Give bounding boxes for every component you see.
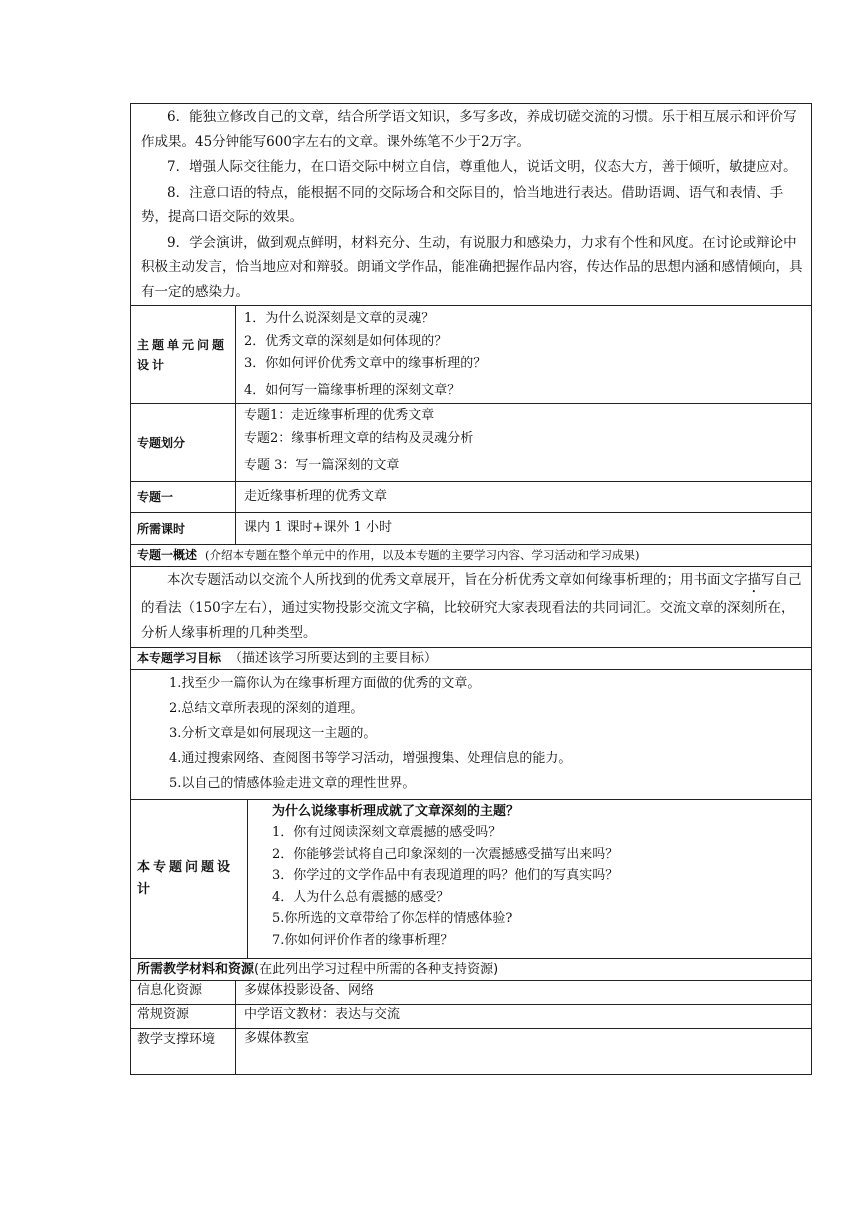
unit-question-3: 3．你如何评价优秀文章中的缘事析理的？ xyxy=(244,356,487,371)
topic-one-value: 走近缘事析理的优秀文章 xyxy=(236,482,812,513)
standard-9: 9．学会演讲，做到观点鲜明，材料充分、生动，有说服力和感染力，力求有个性和风度。在讨论或辩论中积极主动发言，恰当地应对和辩驳。朗诵文学作品，能准确把握作品内容，传达作品的思想内涵和感情倾向，具有一定的感染力。 xyxy=(141,234,803,300)
hours-row xyxy=(131,513,812,545)
topic-division-row xyxy=(131,404,812,482)
resource-info-value: 多媒体投影设备、网络 xyxy=(236,981,812,1005)
overview-header-row xyxy=(131,545,812,567)
topic-question-2: 2．你能够尝试将自己印象深刻的一次震撼感受描写出来吗？ xyxy=(272,846,619,862)
overview-note: (介绍本专题在整个单元中的作用，以及本专题的主要学习内容、学习活动和学习成果) xyxy=(205,548,640,562)
goals-label: 本专题学习目标 xyxy=(137,651,222,665)
topic-question-4: 4．人为什么总有震撼的感受？ xyxy=(272,889,450,905)
resources-label: 所需教学材料和资源 xyxy=(137,962,255,977)
overview-text-part-a: 本次专题活动以交流个人所找到的优秀文章展开，旨在分析优秀文章如何缘事析理的；用书面文字 xyxy=(167,572,748,588)
topic-question-7: 7.你如何评价作者的缘事析理？ xyxy=(272,932,454,948)
resource-regular-label: 常规资源 xyxy=(131,1005,236,1029)
overview-text-row xyxy=(131,567,812,648)
lesson-plan-table xyxy=(130,103,812,1075)
standard-8: 8．注意口语的特点，能根据不同的交际场合和交际目的，恰当地进行表达。借助语调、语气和表情、手势，提高口语交际的效果。 xyxy=(141,184,784,225)
topic-division-3: 专题 3：写一篇深刻的文章 xyxy=(244,458,400,473)
unit-question-2: 2．优秀文章的深刻是如何体现的？ xyxy=(244,333,448,349)
resource-row-info xyxy=(131,981,812,1005)
unit-question-4: 4．如何写一篇缘事析理的深刻文章？ xyxy=(244,382,461,398)
hours-label: 所需课时 xyxy=(131,513,236,545)
unit-question-1: 1．为什么说深刻是文章的灵魂？ xyxy=(244,311,435,326)
resources-note: (在此列出学习过程中所需的各种支持资源) xyxy=(254,962,499,977)
resource-info-label: 信息化资源 xyxy=(131,981,236,1005)
topic-division-2: 专题2：缘事析理文章的结构及灵魂分析 xyxy=(244,430,474,446)
goal-3: 3.分析文章是如何展现这一主题的。 xyxy=(169,726,377,741)
goal-2: 2.总结文章所表现的深刻的道理。 xyxy=(169,701,364,716)
topic-question-3: 3．你学过的文学作品中有表现道理的吗？他们的写真实吗？ xyxy=(272,868,619,883)
topic-one-label: 专题一 xyxy=(131,482,236,513)
topic-question-1: 1．你有过阅读深刻文章震撼的感受吗？ xyxy=(272,825,502,840)
standard-7: 7．增强人际交往能力，在口语交际中树立自信，尊重他人，说话文明，仪态大方，善于倾听，敏捷应对。 xyxy=(167,159,797,175)
resource-environment-label: 教学支撑环境 xyxy=(131,1029,236,1075)
standards-row xyxy=(131,104,812,306)
resources-header-row xyxy=(131,959,812,981)
goals-note: （描述该学习所要达到的主要目标） xyxy=(229,651,438,666)
topic-questions-row xyxy=(131,800,812,959)
unit-questions-row xyxy=(131,306,812,404)
resource-regular-value: 中学语文教材：表达与交流 xyxy=(236,1005,812,1029)
hours-value: 课内 1 课时+课外 1 小时 xyxy=(236,513,812,545)
overview-text xyxy=(131,567,812,648)
overview-text-part-b: 写自己的看法（150字左右），通过实物投影交流文字稿，比较研究大家表现看法的共同词汇。交流文章的深刻所在，分析人缘事析理的几种类型。 xyxy=(141,572,802,641)
goals-row xyxy=(131,670,812,800)
goal-5: 5.以自己的情感体验走进文章的理性世界。 xyxy=(169,776,416,791)
overview-text-emphasis: 描 xyxy=(747,572,761,588)
topic-questions-label: 本专题问题设计 xyxy=(131,800,248,959)
resource-row-environment xyxy=(131,1029,812,1075)
lesson-plan-document xyxy=(130,103,811,1075)
topic-questions-title: 为什么说缘事析理成就了文章深刻的主题？ xyxy=(272,804,520,819)
resource-row-regular xyxy=(131,1005,812,1029)
goals-header-row xyxy=(131,648,812,670)
topic-division-label: 专题划分 xyxy=(131,404,236,482)
goal-4: 4.通过搜索网络、查阅图书等学习活动，增强搜集、处理信息的能力。 xyxy=(169,751,572,766)
standard-6: 6．能独立修改自己的文章，结合所学语文知识，多写多改，养成切磋交流的习惯。乐于相互展示和评价写作成果。45分钟能写600字左右的文章。课外练笔不少于2万字。 xyxy=(141,109,797,150)
topic-division-1: 专题1：走近缘事析理的优秀文章 xyxy=(244,408,435,423)
topic-one-row xyxy=(131,482,812,513)
topic-question-5: 5.你所选的文章带给了你怎样的情感体验? xyxy=(272,911,513,926)
goal-1: 1.找至少一篇你认为在缘事析理方面做的优秀的文章。 xyxy=(169,676,481,691)
overview-label: 专题一概述 xyxy=(137,548,198,562)
resource-environment-value: 多媒体教室 xyxy=(236,1029,812,1075)
unit-questions-label: 主题单元问题设计 xyxy=(131,306,236,404)
